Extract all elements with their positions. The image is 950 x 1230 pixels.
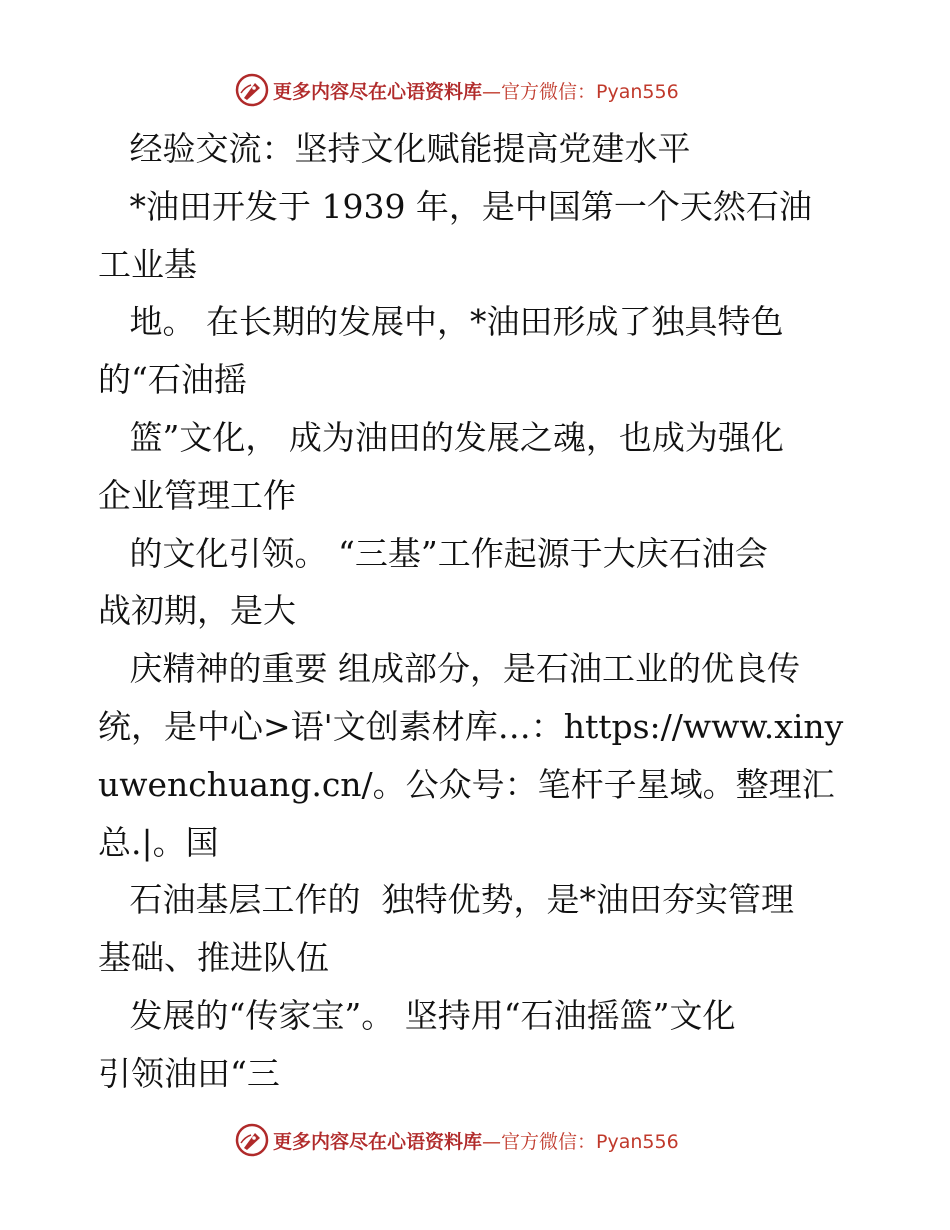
footer-watermark-suffix: —官方微信：Pyan556 <box>482 1130 679 1153</box>
document-body <box>98 120 858 1103</box>
header-watermark-suffix: —官方微信：Pyan556 <box>482 80 679 103</box>
paragraph-line: 统，是中心>语'文创素材库…：https://www.xiny <box>98 706 844 746</box>
header-watermark-text <box>273 77 679 104</box>
pen-nib-logo-icon <box>235 1123 269 1157</box>
footer-watermark-prefix: 更多内容尽在心语资料库 <box>273 1130 483 1153</box>
paragraph-line: 发展的“传家宝”。 坚持用“石油摇篮”文化 <box>98 995 736 1035</box>
paragraph-line: 石油基层工作的 独特优势，是*油田夯实管理 <box>98 880 794 920</box>
paragraph-line: 工业基 <box>98 244 197 284</box>
document-title: 经验交流：坚持文化赋能提高党建水平 <box>98 129 691 168</box>
paragraph-line: 战初期，是大 <box>98 591 296 631</box>
pen-nib-logo-icon <box>235 73 269 107</box>
paragraph-line: 庆精神的重要 组成部分，是石油工业的优良传 <box>98 649 800 689</box>
header-watermark <box>235 70 715 110</box>
paragraph-line: 篮”文化， 成为油田的发展之魂，也成为强化 <box>98 417 784 457</box>
paragraph-line: 总.|。国 <box>98 822 219 862</box>
paragraph-line: 引领油田“三 <box>98 1053 280 1093</box>
paragraph-line: 企业管理工作 <box>98 475 296 515</box>
paragraph-line: 的文化引领。 “三基”工作起源于大庆石油会 <box>98 533 768 573</box>
paragraph-line: 的“石油摇 <box>98 360 247 400</box>
footer-watermark <box>235 1120 715 1160</box>
paragraph-line: 地。 在长期的发展中，*油田形成了独具特色 <box>98 302 784 342</box>
paragraph-line: uwenchuang.cn/。公众号：笔杆子星域。整理汇 <box>98 764 835 804</box>
footer-watermark-text <box>273 1127 679 1154</box>
paragraph-line: *油田开发于 1939 年，是中国第一个天然石油 <box>98 186 812 226</box>
header-watermark-prefix: 更多内容尽在心语资料库 <box>273 80 483 103</box>
paragraph-line: 基础、推进队伍 <box>98 938 329 978</box>
